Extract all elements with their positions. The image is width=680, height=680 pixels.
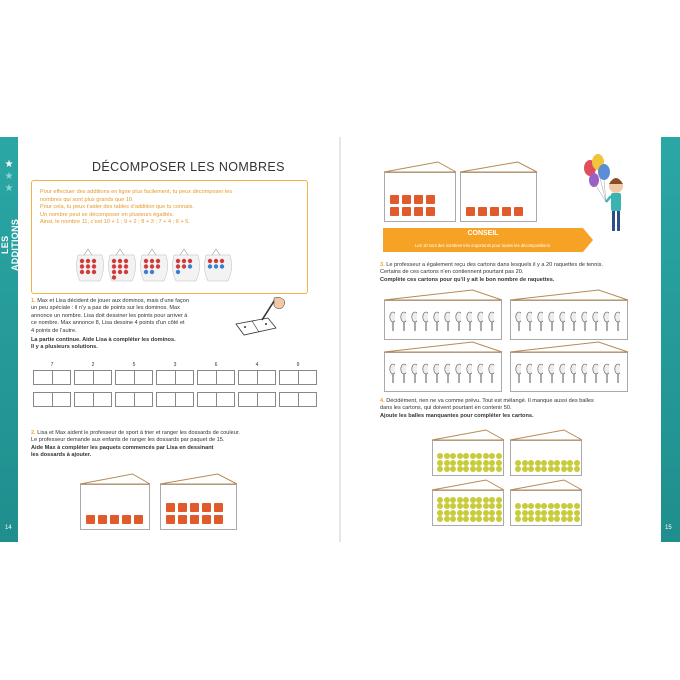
- box-lid: [432, 480, 504, 490]
- star-icon: ★: [4, 171, 14, 182]
- domino-number: 9: [296, 362, 300, 368]
- exercise-2-text: 2. Lisa et Max aident le professeur de sport à trier et ranger les dossards de couleur. Le professeur demande aux enfants de ranger les dossards par paquet de 15. Aide Max à compléter les paquets commencés par Lisa en dessinant les dossards à ajouter.: [31, 430, 240, 459]
- box-lid: [384, 290, 502, 300]
- exercise-3-text: 3. Le professeur a également reçu des cartons dans lesquels il y a 20 raquettes de tennis. Certains de ces cartons n’en contiennent pourtant pas 20. Complète ces cartons pour qu’il y ait le bon nombre de raquettes.: [380, 262, 603, 283]
- box-lid: [510, 480, 582, 490]
- page-title: DÉCOMPOSER LES NOMBRES: [92, 160, 285, 174]
- star-icon: ★: [4, 183, 14, 194]
- page-number-right: 15: [665, 525, 672, 531]
- star-icon: ★: [4, 159, 14, 170]
- domino-number: 5: [132, 362, 136, 368]
- box-lid: [432, 430, 504, 440]
- box-lid: [160, 474, 237, 484]
- exercise-1-text: 1. Max et Lisa décident de jouer aux dominos, mais d’une façon un peu spéciale : il n’y a pas de points sur les dominos. Max annonce un nombre. Lisa doit dessiner les points pour arriver à ce nombre. Max annonce 8, Lisa dessine 4 points d’un côté et 4 points de l’autre. La partie continue. Aide Lisa à compléter les dominos. Il y a plusieurs solutions.: [31, 298, 189, 351]
- intro-text: Pour effectuer des additions en ligne plus facilement, tu peux décomposer les nombres qui sont plus grands que 10. Pour cela, tu peux t’aider des tables d’addition que tu connais. Un nombre peut se décomposer en plusieurs égalités. Ainsi, le nombre 11, c’est 10 + 1 ; 9 + 2 ; 8 + 3 ; 7 + 4 ; 6 + 5.: [40, 189, 233, 226]
- page-number-left: 14: [5, 525, 12, 531]
- box-lid: [510, 430, 582, 440]
- box-lid: [510, 342, 628, 352]
- domino-number: 4: [255, 362, 259, 368]
- conseil-title: CONSEIL: [467, 230, 499, 237]
- box-lid: [460, 162, 537, 172]
- conseil-text: Les 10 sont des nombres très importants pour toutes les décompositions.: [415, 243, 551, 248]
- box-lid: [384, 342, 502, 352]
- chapter-label: LES ADDITIONS: [0, 218, 20, 272]
- domino-number: 6: [214, 362, 218, 368]
- exercise-4-text: 4. Décidément, rien ne va comme prévu. Tout est mélangé. Il manque aussi des balles dans les cartons, qui doivent pourtant en contenir 50. Ajoute les balles manquantes pour compléter les cartons.: [380, 398, 594, 419]
- box-lid: [384, 162, 456, 172]
- domino-number: 2: [91, 362, 95, 368]
- box-lid: [80, 474, 150, 484]
- box-lid: [510, 290, 628, 300]
- domino-number: 7: [50, 362, 54, 368]
- domino-number: 3: [173, 362, 177, 368]
